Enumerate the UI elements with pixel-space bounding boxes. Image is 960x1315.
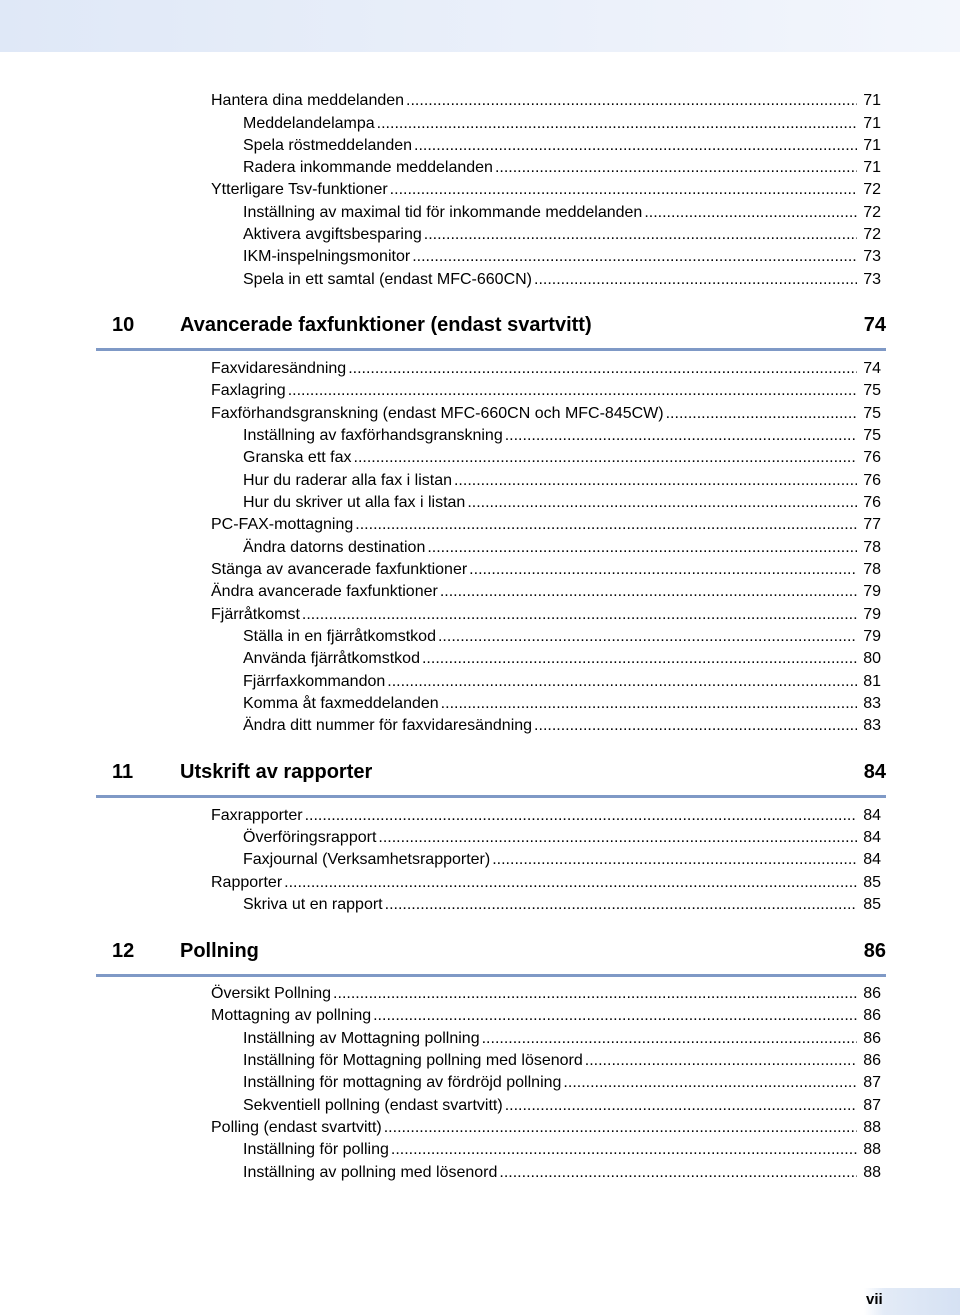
toc-entry-page: 80 bbox=[863, 650, 881, 667]
dot-leader bbox=[288, 381, 857, 401]
toc-entry-page: 88 bbox=[863, 1141, 881, 1158]
toc-entry[interactable] bbox=[243, 716, 881, 736]
toc-entry-label: Faxvidaresändning bbox=[211, 360, 347, 377]
toc-entry-label: Översikt Pollning bbox=[211, 985, 332, 1002]
toc-entry-page: 75 bbox=[863, 427, 881, 444]
toc-entry-page: 88 bbox=[863, 1119, 881, 1136]
toc-entry[interactable] bbox=[243, 448, 881, 468]
toc-entry[interactable] bbox=[243, 538, 881, 558]
toc-entry-label: Använda fjärråtkomstkod bbox=[243, 650, 420, 667]
toc-entry-page: 87 bbox=[863, 1097, 881, 1114]
toc-entry-page: 83 bbox=[863, 695, 881, 712]
dot-leader bbox=[378, 828, 857, 848]
toc-entry-page: 88 bbox=[863, 1164, 881, 1181]
toc-entry[interactable] bbox=[243, 114, 881, 134]
toc-entry-label: Sekventiell pollning (endast svartvitt) bbox=[243, 1097, 503, 1114]
toc-entry[interactable] bbox=[243, 158, 881, 178]
toc-entry[interactable] bbox=[211, 515, 881, 535]
toc-entry-label: Inställning för mottagning av fördröjd pollning bbox=[243, 1074, 562, 1091]
toc-entry-label: Spela röstmeddelanden bbox=[243, 137, 413, 154]
toc-entry[interactable] bbox=[243, 850, 881, 870]
toc-entry-page: 76 bbox=[863, 449, 881, 466]
dot-leader bbox=[424, 225, 857, 245]
toc-entry-label: Ställa in en fjärråtkomstkod bbox=[243, 628, 436, 645]
toc-entry[interactable] bbox=[243, 895, 881, 915]
toc-entry-page: 74 bbox=[863, 360, 881, 377]
dot-leader bbox=[373, 1006, 857, 1026]
toc-entry-label: Fjärrfaxkommandon bbox=[243, 673, 386, 690]
chapter-title: Avancerade faxfunktioner (endast svartvitt) bbox=[180, 314, 592, 336]
toc-entry[interactable] bbox=[211, 381, 881, 401]
dot-leader bbox=[499, 1163, 857, 1183]
toc-entry[interactable] bbox=[211, 873, 881, 893]
toc-entry-page: 71 bbox=[863, 159, 881, 176]
toc-entry[interactable] bbox=[243, 1029, 881, 1049]
dot-leader bbox=[385, 895, 857, 915]
toc-entry[interactable] bbox=[243, 426, 881, 446]
toc-entry-label: Faxförhandsgranskning (endast MFC-660CN och MFC-845CW) bbox=[211, 405, 664, 422]
toc-entry-page: 72 bbox=[863, 226, 881, 243]
toc-entry-page: 73 bbox=[863, 271, 881, 288]
toc-entry-page: 84 bbox=[863, 807, 881, 824]
dot-leader bbox=[441, 694, 857, 714]
toc-entry-label: Spela in ett samtal (endast MFC-660CN) bbox=[243, 271, 532, 288]
toc-entry[interactable] bbox=[211, 605, 881, 625]
toc-entry-label: Hur du raderar alla fax i listan bbox=[243, 472, 452, 489]
dot-leader bbox=[414, 136, 857, 156]
dot-leader bbox=[534, 270, 857, 290]
toc-entry-label: Stänga av avancerade faxfunktioner bbox=[211, 561, 468, 578]
toc-entry-page: 86 bbox=[863, 1052, 881, 1069]
toc-entry[interactable] bbox=[243, 493, 881, 513]
toc-entry[interactable] bbox=[211, 359, 881, 379]
chapter-title: Pollning bbox=[180, 940, 259, 962]
dot-leader bbox=[390, 180, 857, 200]
dot-leader bbox=[377, 114, 857, 134]
dot-leader bbox=[305, 806, 857, 826]
toc-entry-page: 86 bbox=[863, 985, 881, 1002]
dot-leader bbox=[391, 1140, 857, 1160]
toc-entry-page: 86 bbox=[863, 1007, 881, 1024]
dot-leader bbox=[440, 582, 857, 602]
dot-leader bbox=[505, 426, 857, 446]
chapter-page: 74 bbox=[863, 314, 886, 336]
dot-leader bbox=[469, 560, 857, 580]
toc-entry-page: 85 bbox=[863, 896, 881, 913]
toc-entry[interactable] bbox=[243, 1073, 881, 1093]
toc-entry-page: 79 bbox=[863, 628, 881, 645]
toc-entry-page: 83 bbox=[863, 717, 881, 734]
dot-leader bbox=[354, 448, 858, 468]
toc-entry[interactable] bbox=[243, 136, 881, 156]
toc-entry[interactable] bbox=[211, 806, 881, 826]
chapter-number: 11 bbox=[112, 761, 134, 783]
toc-entry-label: Komma åt faxmeddelanden bbox=[243, 695, 439, 712]
dot-leader bbox=[644, 203, 857, 223]
dot-leader bbox=[438, 627, 857, 647]
toc-entry-page: 79 bbox=[863, 583, 881, 600]
toc-entry-label: Meddelandelampa bbox=[243, 115, 375, 132]
toc-entry[interactable] bbox=[243, 270, 881, 290]
dot-leader bbox=[666, 404, 857, 424]
toc-entry-label: Inställning av pollning med lösenord bbox=[243, 1164, 498, 1181]
page-number-tab bbox=[864, 1288, 960, 1315]
toc-entry[interactable] bbox=[211, 582, 881, 602]
toc-entry-label: Inställning för Mottagning pollning med lösenord bbox=[243, 1052, 583, 1069]
chapter-page: 86 bbox=[863, 940, 886, 962]
dot-leader bbox=[492, 850, 857, 870]
toc-entry-label: Polling (endast svartvitt) bbox=[211, 1119, 382, 1136]
toc-entry-label: Faxjournal (Verksamhetsrapporter) bbox=[243, 851, 491, 868]
dot-leader bbox=[482, 1029, 857, 1049]
toc-entry[interactable] bbox=[243, 649, 881, 669]
chapter-heading[interactable] bbox=[96, 308, 886, 351]
toc-entry-page: 72 bbox=[863, 204, 881, 221]
toc-entry-page: 77 bbox=[863, 516, 881, 533]
toc-entry[interactable] bbox=[211, 91, 881, 111]
toc-entry[interactable] bbox=[243, 627, 881, 647]
dot-leader bbox=[348, 359, 857, 379]
toc-entry-label: Radera inkommande meddelanden bbox=[243, 159, 493, 176]
toc-entry[interactable] bbox=[243, 471, 881, 491]
toc-entry-page: 75 bbox=[863, 405, 881, 422]
dot-leader bbox=[495, 158, 857, 178]
toc-entry-label: Skriva ut en rapport bbox=[243, 896, 383, 913]
toc-entry-label: Hantera dina meddelanden bbox=[211, 92, 405, 109]
header-band bbox=[0, 0, 960, 52]
toc-entry-page: 71 bbox=[863, 137, 881, 154]
toc-entry-label: Inställning av faxförhandsgranskning bbox=[243, 427, 503, 444]
toc-entry-page: 85 bbox=[863, 874, 881, 891]
toc-entry[interactable] bbox=[243, 247, 881, 267]
toc-entry-page: 78 bbox=[863, 539, 881, 556]
dot-leader bbox=[422, 649, 857, 669]
toc-entry[interactable] bbox=[211, 1118, 881, 1138]
chapter-title: Utskrift av rapporter bbox=[180, 761, 373, 783]
toc-entry[interactable] bbox=[211, 1006, 881, 1026]
dot-leader bbox=[384, 1118, 857, 1138]
toc-entry[interactable] bbox=[243, 1163, 881, 1183]
dot-leader bbox=[454, 471, 857, 491]
toc-entry-label: Ändra avancerade faxfunktioner bbox=[211, 583, 438, 600]
toc-entry-label: Ytterligare Tsv-funktioner bbox=[211, 181, 388, 198]
toc-entry-label: Aktivera avgiftsbesparing bbox=[243, 226, 422, 243]
toc-entry-label: Faxlagring bbox=[211, 382, 286, 399]
dot-leader bbox=[563, 1073, 857, 1093]
toc-entry[interactable] bbox=[243, 1051, 881, 1071]
toc-entry[interactable] bbox=[243, 672, 881, 692]
toc-entry-label: Hur du skriver ut alla fax i listan bbox=[243, 494, 466, 511]
toc-entry-page: 71 bbox=[863, 92, 881, 109]
toc-entry-label: Överföringsrapport bbox=[243, 829, 377, 846]
toc-entry-page: 84 bbox=[863, 829, 881, 846]
dot-leader bbox=[427, 538, 857, 558]
toc-entry-label: Granska ett fax bbox=[243, 449, 352, 466]
chapter-number: 12 bbox=[112, 940, 135, 962]
chapter-number: 10 bbox=[112, 314, 135, 336]
toc-entry[interactable] bbox=[243, 828, 881, 848]
toc-entry-label: PC-FAX-mottagning bbox=[211, 516, 354, 533]
dot-leader bbox=[534, 716, 857, 736]
dot-leader bbox=[412, 247, 857, 267]
dot-leader bbox=[284, 873, 857, 893]
toc-entry[interactable] bbox=[211, 180, 881, 200]
toc-entry-label: Faxrapporter bbox=[211, 807, 303, 824]
dot-leader bbox=[355, 515, 857, 535]
dot-leader bbox=[333, 984, 857, 1004]
dot-leader bbox=[585, 1051, 857, 1071]
toc-entry[interactable] bbox=[243, 1096, 881, 1116]
toc-entry-label: Inställning av maximal tid för inkommande meddelanden bbox=[243, 204, 643, 221]
toc-entry-label: Ändra ditt nummer för faxvidaresändning bbox=[243, 717, 533, 734]
toc-entry-page: 75 bbox=[863, 382, 881, 399]
toc-entry[interactable] bbox=[243, 1140, 881, 1160]
toc-entry-page: 71 bbox=[863, 115, 881, 132]
toc-entry-label: Inställning av Mottagning pollning bbox=[243, 1030, 480, 1047]
toc-entry[interactable] bbox=[243, 694, 881, 714]
toc-entry-label: Mottagning av pollning bbox=[211, 1007, 372, 1024]
toc-entry-page: 78 bbox=[863, 561, 881, 578]
toc-entry-page: 87 bbox=[863, 1074, 881, 1091]
toc-entry-page: 79 bbox=[863, 606, 881, 623]
toc-entry-page: 73 bbox=[863, 248, 881, 265]
toc-entry-page: 72 bbox=[863, 181, 881, 198]
page-number: vii bbox=[866, 1291, 883, 1308]
chapter-heading[interactable] bbox=[96, 934, 886, 977]
toc-entry-page: 86 bbox=[863, 1030, 881, 1047]
toc-entry-label: Inställning för polling bbox=[243, 1141, 389, 1158]
chapter-heading[interactable] bbox=[96, 755, 886, 798]
toc-entry[interactable] bbox=[211, 404, 881, 424]
dot-leader bbox=[505, 1096, 857, 1116]
toc-entry-page: 76 bbox=[863, 494, 881, 511]
dot-leader bbox=[302, 605, 857, 625]
toc-entry-page: 81 bbox=[863, 673, 881, 690]
toc-entry[interactable] bbox=[243, 203, 881, 223]
toc-entry-page: 84 bbox=[863, 851, 881, 868]
toc-entry[interactable] bbox=[243, 225, 881, 245]
toc-entry-label: Rapporter bbox=[211, 874, 283, 891]
dot-leader bbox=[406, 91, 857, 111]
toc-entry-label: Ändra datorns destination bbox=[243, 539, 426, 556]
toc-entry[interactable] bbox=[211, 984, 881, 1004]
toc-entry[interactable] bbox=[211, 560, 881, 580]
toc-entry-label: Fjärråtkomst bbox=[211, 606, 300, 623]
toc-entry-page: 76 bbox=[863, 472, 881, 489]
toc-entry-label: IKM-inspelningsmonitor bbox=[243, 248, 411, 265]
chapter-page: 84 bbox=[863, 761, 886, 783]
dot-leader bbox=[387, 672, 857, 692]
dot-leader bbox=[467, 493, 857, 513]
